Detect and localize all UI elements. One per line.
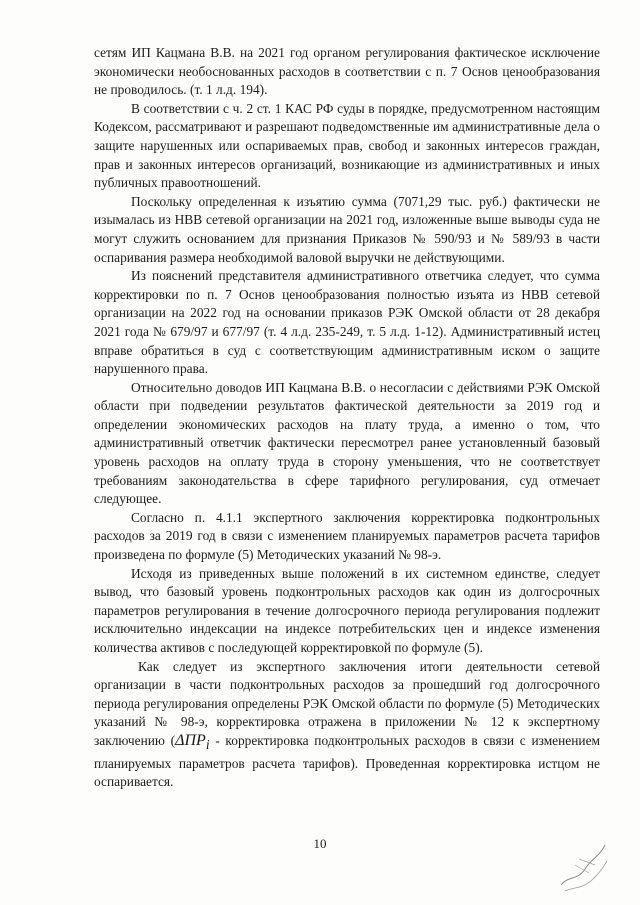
signature-mark: [555, 835, 611, 897]
paragraph-with-formula: [94, 658, 600, 792]
paragraph: В соответствии с ч. 2 ст. 1 КАС РФ суды в порядке, предусмотренном настоящим Кодексом, рассматривают и разрешают подведомственные им административные дела о защите нарушенных или оспариваемых прав, свобод и законных интересов граждан, прав и законных интересов организаций, возникающие из административных и иных публичных правоотношений.: [94, 100, 600, 191]
formula: [175, 731, 210, 753]
formula-symbol: ΔПР: [175, 731, 206, 749]
document-body: [94, 44, 600, 792]
paragraph: Относительно доводов ИП Кацмана В.В. о несогласии с действиями РЭК Омской области при подведении результатов фактической деятельности за 2019 год и определении экономических расходов на плату труда, а именно о том, что административный ответчик фактически пересмотрел ранее установленный базовый уровень расходов на оплату труда в сторону уменьшения, что не соответствует требованиям законодательства в сфере тарифного регулирования, суд отмечает следующее.: [94, 379, 600, 507]
paragraph: Из пояснений представителя административного ответчика следует, что сумма корректировки по п. 7 Основ ценообразования полностью изъята из НВВ сетевой организации на 2022 год на основании приказов РЭК Омской области от 28 декабря 2021 года № 679/97 и 677/97 (т. 4 л.д. 235-249, т. 5 л.д. 1-12). Административный истец вправе обратиться в суд с соответствующим административным иском о защите нарушенного права.: [94, 268, 600, 377]
paragraph: Исходя из приведенных выше положений в их системном единстве, следует вывод, что базовый уровень подконтрольных расходов как один из долгосрочных параметров регулирования в течение долгосрочного периода регулирования подлежит исключительно индексации на индексе потребительских цен и индексе изменения количества активов с последующей корректировкой по формуле (5).: [94, 565, 600, 655]
paragraph-text-after: - корректировка подконтрольных расходов в связи с изменением планируемых параметров расчета тарифов). Проведенная корректировка истцом не оспаривается.: [94, 732, 600, 790]
paragraph: сетям ИП Кацмана В.В. на 2021 год органом регулирования фактическое исключение экономически необоснованных расходов в соответствии с п. 7 Основ ценообразования не проводилось. (т. 1 л.д. 194).: [94, 45, 600, 98]
paragraph-text-before: Как следует из экспертного заключения итоги деятельности сетевой организации в части подконтрольных расходов за прошедший год долгосрочного периода регулирования определены РЭК Омской области по формуле (5) Методических указаний № 98-э, корректировка отражена в приложении № 12 к экспертному заключению (: [94, 658, 600, 748]
page-number: 10: [313, 836, 327, 851]
paragraph: Согласно п. 4.1.1 экспертного заключения корректировка подконтрольных расходов за 2019 год в связи с изменением планируемых параметров расчета тарифов произведена по формуле (5) Методических указаний № 98-э.: [94, 509, 600, 563]
formula-subscript: i: [205, 737, 210, 753]
paragraph: Поскольку определенная к изъятию сумма (7071,29 тыс. руб.) фактически не изымалась из НВВ сетевой организации на 2021 год, изложенные выше выводы суда не могут служить основанием для признания Приказов № 590/93 и № 589/93 в части оспаривания размера необходимой валовой выручки не действующими.: [94, 193, 600, 265]
